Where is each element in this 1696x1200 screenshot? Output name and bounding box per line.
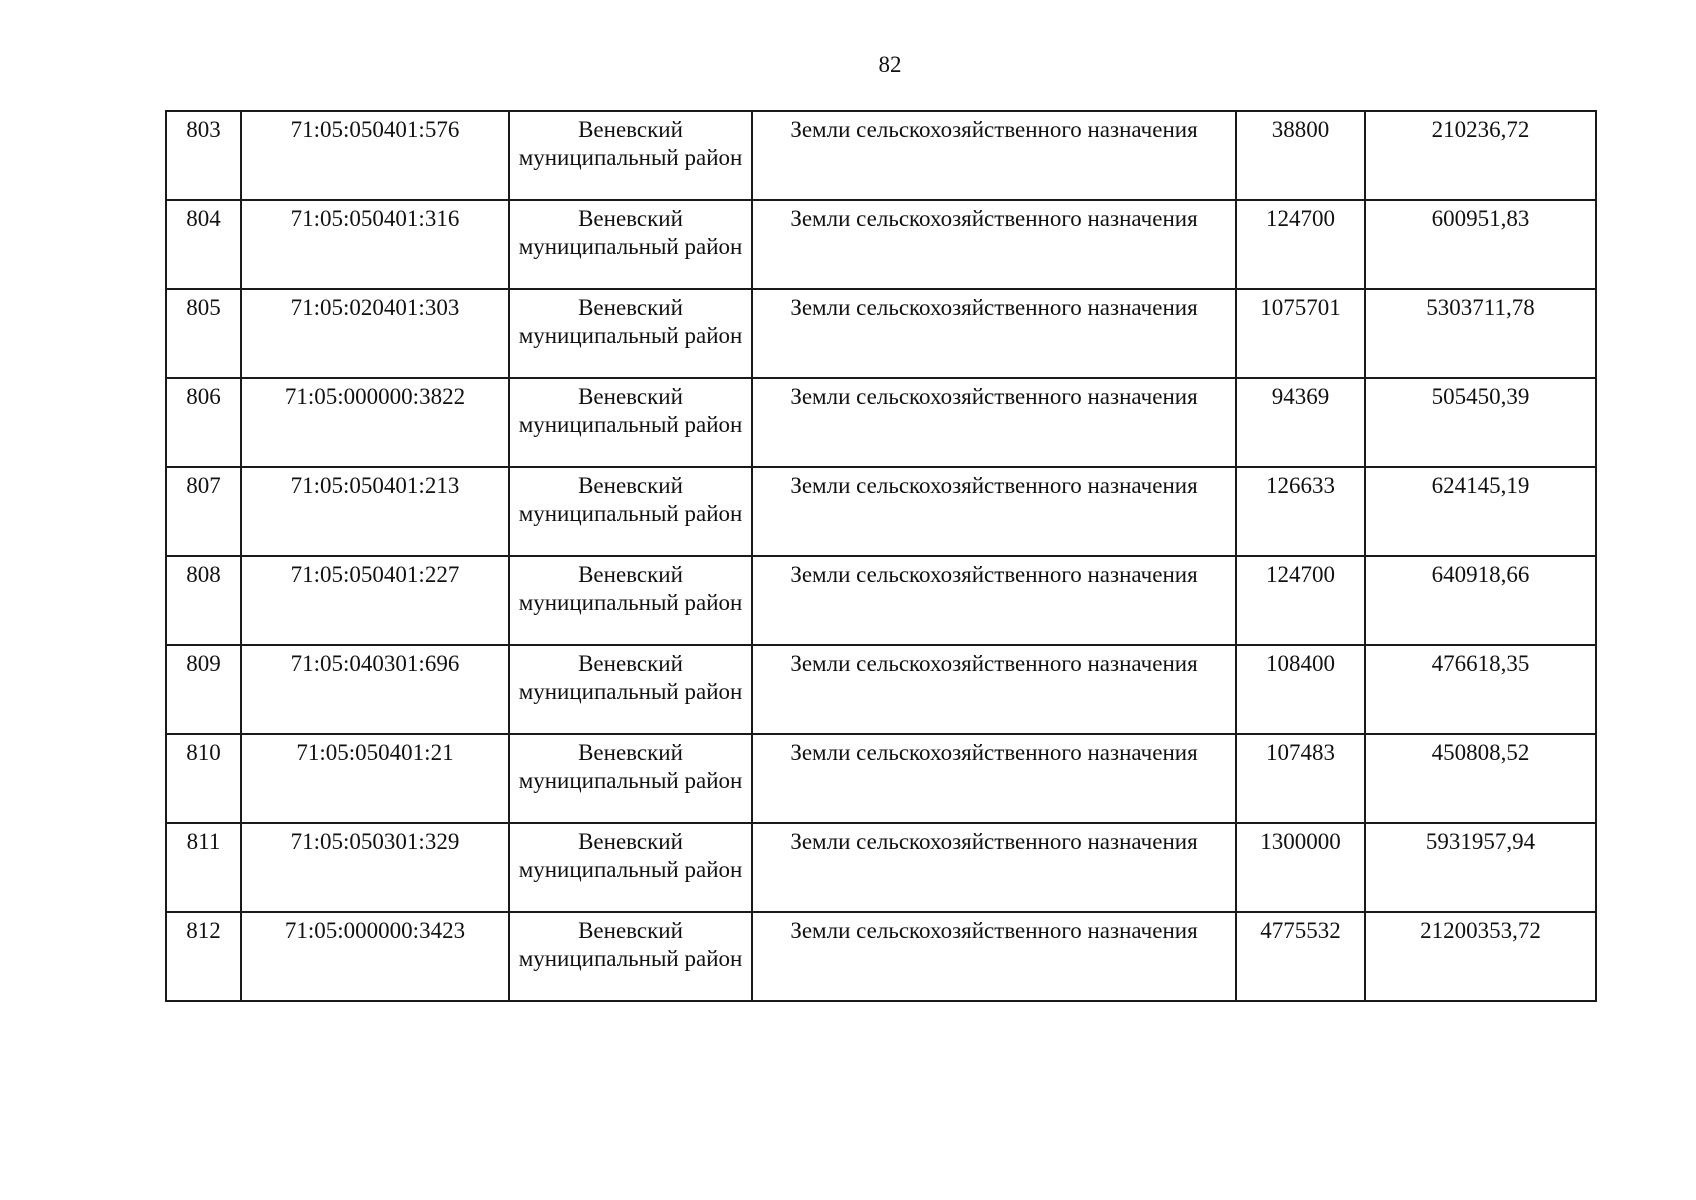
cadastral-value-cell: 624145,19: [1365, 467, 1596, 556]
area-cell: 107483: [1236, 734, 1365, 823]
cadastral-number-cell: 71:05:050301:329: [241, 823, 509, 912]
cadastral-value-cell: 450808,52: [1365, 734, 1596, 823]
municipality-cell: Веневский муниципальный район: [509, 556, 752, 645]
table-row: [166, 111, 1596, 200]
row-number-cell: 807: [166, 467, 241, 556]
area-cell: 4775532: [1236, 912, 1365, 1001]
cadastral-number-cell: 71:05:040301:696: [241, 645, 509, 734]
area-cell: 1075701: [1236, 289, 1365, 378]
area-cell: 94369: [1236, 378, 1365, 467]
cadastral-value-cell: 640918,66: [1365, 556, 1596, 645]
row-number-cell: 804: [166, 200, 241, 289]
land-category-cell: Земли сельскохозяйственного назначения: [752, 289, 1236, 378]
cadastral-value-cell: 600951,83: [1365, 200, 1596, 289]
row-number-cell: 810: [166, 734, 241, 823]
cadastral-number-cell: 71:05:050401:316: [241, 200, 509, 289]
cadastral-value-cell: 505450,39: [1365, 378, 1596, 467]
table-row: [166, 734, 1596, 823]
cadastral-number-cell: 71:05:050401:227: [241, 556, 509, 645]
table-row: [166, 556, 1596, 645]
area-cell: 38800: [1236, 111, 1365, 200]
table-row: [166, 378, 1596, 467]
land-category-cell: Земли сельскохозяйственного назначения: [752, 912, 1236, 1001]
land-category-cell: Земли сельскохозяйственного назначения: [752, 200, 1236, 289]
municipality-cell: Веневский муниципальный район: [509, 734, 752, 823]
table-row: [166, 200, 1596, 289]
municipality-cell: Веневский муниципальный район: [509, 467, 752, 556]
cadastral-number-cell: 71:05:050401:576: [241, 111, 509, 200]
table-row: [166, 645, 1596, 734]
table-row: [166, 912, 1596, 1001]
land-category-cell: Земли сельскохозяйственного назначения: [752, 111, 1236, 200]
area-cell: 124700: [1236, 200, 1365, 289]
area-cell: 124700: [1236, 556, 1365, 645]
cadastral-number-cell: 71:05:000000:3423: [241, 912, 509, 1001]
cadastral-number-cell: 71:05:020401:303: [241, 289, 509, 378]
municipality-cell: Веневский муниципальный район: [509, 200, 752, 289]
cadastral-value-cell: 210236,72: [1365, 111, 1596, 200]
area-cell: 108400: [1236, 645, 1365, 734]
land-category-cell: Земли сельскохозяйственного назначения: [752, 645, 1236, 734]
municipality-cell: Веневский муниципальный район: [509, 645, 752, 734]
row-number-cell: 812: [166, 912, 241, 1001]
cadastral-value-cell: 21200353,72: [1365, 912, 1596, 1001]
row-number-cell: 809: [166, 645, 241, 734]
table-row: [166, 467, 1596, 556]
cadastral-number-cell: 71:05:000000:3822: [241, 378, 509, 467]
row-number-cell: 808: [166, 556, 241, 645]
row-number-cell: 811: [166, 823, 241, 912]
land-category-cell: Земли сельскохозяйственного назначения: [752, 556, 1236, 645]
table-row: [166, 823, 1596, 912]
land-category-cell: Земли сельскохозяйственного назначения: [752, 467, 1236, 556]
row-number-cell: 803: [166, 111, 241, 200]
area-cell: 1300000: [1236, 823, 1365, 912]
row-number-cell: 806: [166, 378, 241, 467]
municipality-cell: Веневский муниципальный район: [509, 378, 752, 467]
land-category-cell: Земли сельскохозяйственного назначения: [752, 823, 1236, 912]
municipality-cell: Веневский муниципальный район: [509, 912, 752, 1001]
cadastral-value-cell: 476618,35: [1365, 645, 1596, 734]
table-body: [166, 111, 1596, 1001]
municipality-cell: Веневский муниципальный район: [509, 823, 752, 912]
land-category-cell: Земли сельскохозяйственного назначения: [752, 734, 1236, 823]
cadastral-value-cell: 5303711,78: [1365, 289, 1596, 378]
row-number-cell: 805: [166, 289, 241, 378]
page-number: 82: [878, 52, 902, 77]
area-cell: 126633: [1236, 467, 1365, 556]
land-plots-table: [165, 110, 1597, 1002]
cadastral-number-cell: 71:05:050401:21: [241, 734, 509, 823]
municipality-cell: Веневский муниципальный район: [509, 289, 752, 378]
table-row: [166, 289, 1596, 378]
cadastral-number-cell: 71:05:050401:213: [241, 467, 509, 556]
cadastral-value-cell: 5931957,94: [1365, 823, 1596, 912]
land-category-cell: Земли сельскохозяйственного назначения: [752, 378, 1236, 467]
municipality-cell: Веневский муниципальный район: [509, 111, 752, 200]
